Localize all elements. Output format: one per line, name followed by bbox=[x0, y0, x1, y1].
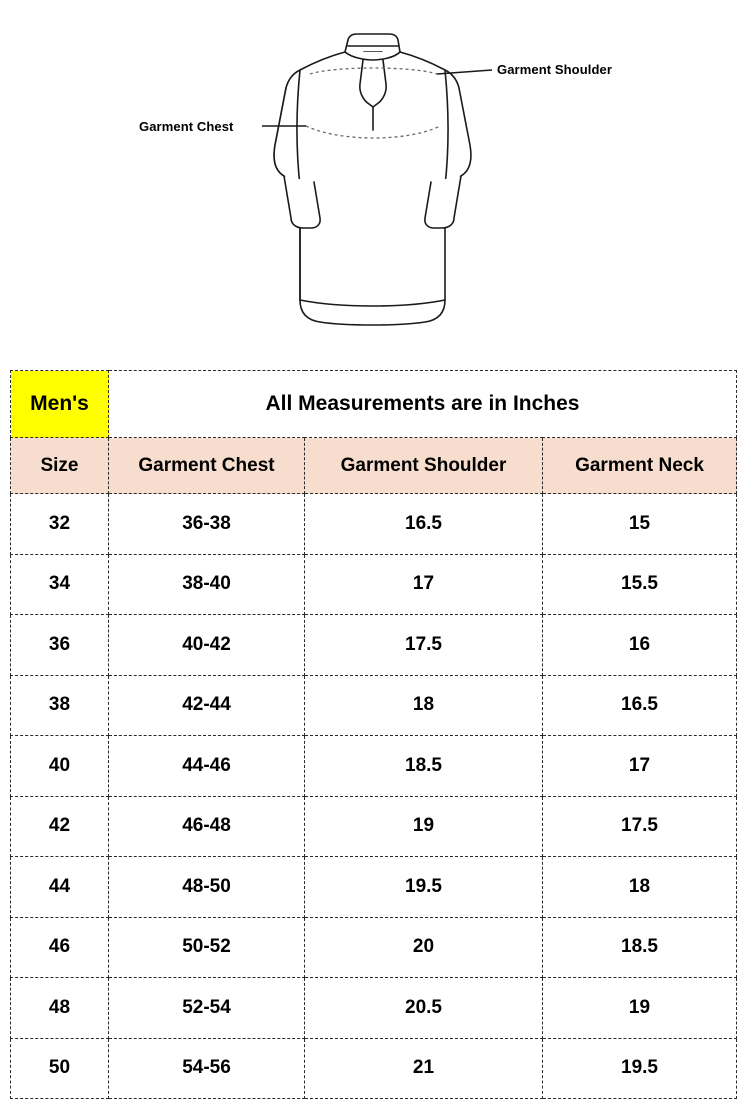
callout-label-garment-chest: Garment Chest bbox=[139, 119, 234, 134]
cell-size: 50 bbox=[11, 1038, 109, 1099]
cell-chest: 52-54 bbox=[109, 978, 305, 1039]
cell-neck: 19 bbox=[543, 978, 737, 1039]
table-title-row bbox=[11, 371, 737, 438]
cell-shoulder: 19.5 bbox=[305, 857, 543, 918]
cell-shoulder: 19 bbox=[305, 796, 543, 857]
cell-neck: 15 bbox=[543, 494, 737, 555]
cell-chest: 38-40 bbox=[109, 554, 305, 615]
cell-shoulder: 20 bbox=[305, 917, 543, 978]
callout-label-garment-shoulder: Garment Shoulder bbox=[497, 62, 613, 77]
table-row bbox=[11, 736, 737, 797]
column-header-garment-chest: Garment Chest bbox=[109, 438, 305, 494]
kurta-line-drawing bbox=[0, 0, 746, 360]
cell-shoulder: 17.5 bbox=[305, 615, 543, 676]
column-header-garment-neck: Garment Neck bbox=[543, 438, 737, 494]
table-row bbox=[11, 978, 737, 1039]
cell-chest: 36-38 bbox=[109, 494, 305, 555]
size-chart-table-wrap bbox=[10, 370, 736, 1099]
cell-shoulder: 18.5 bbox=[305, 736, 543, 797]
table-row bbox=[11, 554, 737, 615]
cell-neck: 17 bbox=[543, 736, 737, 797]
cell-shoulder: 20.5 bbox=[305, 978, 543, 1039]
size-chart-table bbox=[10, 370, 737, 1099]
table-row bbox=[11, 796, 737, 857]
table-row bbox=[11, 857, 737, 918]
cell-chest: 42-44 bbox=[109, 675, 305, 736]
category-label-cell: Men's bbox=[11, 371, 109, 438]
table-row bbox=[11, 917, 737, 978]
cell-size: 32 bbox=[11, 494, 109, 555]
measurements-title-cell: All Measurements are in Inches bbox=[109, 371, 737, 438]
cell-shoulder: 18 bbox=[305, 675, 543, 736]
column-header-size: Size bbox=[11, 438, 109, 494]
cell-size: 38 bbox=[11, 675, 109, 736]
cell-shoulder: 21 bbox=[305, 1038, 543, 1099]
cell-neck: 15.5 bbox=[543, 554, 737, 615]
cell-shoulder: 16.5 bbox=[305, 494, 543, 555]
cell-chest: 44-46 bbox=[109, 736, 305, 797]
cell-chest: 46-48 bbox=[109, 796, 305, 857]
cell-neck: 16.5 bbox=[543, 675, 737, 736]
column-header-garment-shoulder: Garment Shoulder bbox=[305, 438, 543, 494]
table-row bbox=[11, 675, 737, 736]
cell-size: 34 bbox=[11, 554, 109, 615]
table-row bbox=[11, 494, 737, 555]
table-row bbox=[11, 1038, 737, 1099]
cell-neck: 18.5 bbox=[543, 917, 737, 978]
cell-neck: 17.5 bbox=[543, 796, 737, 857]
cell-chest: 54-56 bbox=[109, 1038, 305, 1099]
cell-shoulder: 17 bbox=[305, 554, 543, 615]
cell-neck: 19.5 bbox=[543, 1038, 737, 1099]
table-row bbox=[11, 615, 737, 676]
cell-size: 44 bbox=[11, 857, 109, 918]
garment-illustration bbox=[0, 0, 746, 360]
cell-chest: 40-42 bbox=[109, 615, 305, 676]
cell-neck: 16 bbox=[543, 615, 737, 676]
cell-size: 40 bbox=[11, 736, 109, 797]
table-header-row bbox=[11, 438, 737, 494]
cell-size: 36 bbox=[11, 615, 109, 676]
cell-chest: 50-52 bbox=[109, 917, 305, 978]
cell-size: 46 bbox=[11, 917, 109, 978]
cell-size: 42 bbox=[11, 796, 109, 857]
cell-neck: 18 bbox=[543, 857, 737, 918]
cell-size: 48 bbox=[11, 978, 109, 1039]
cell-chest: 48-50 bbox=[109, 857, 305, 918]
